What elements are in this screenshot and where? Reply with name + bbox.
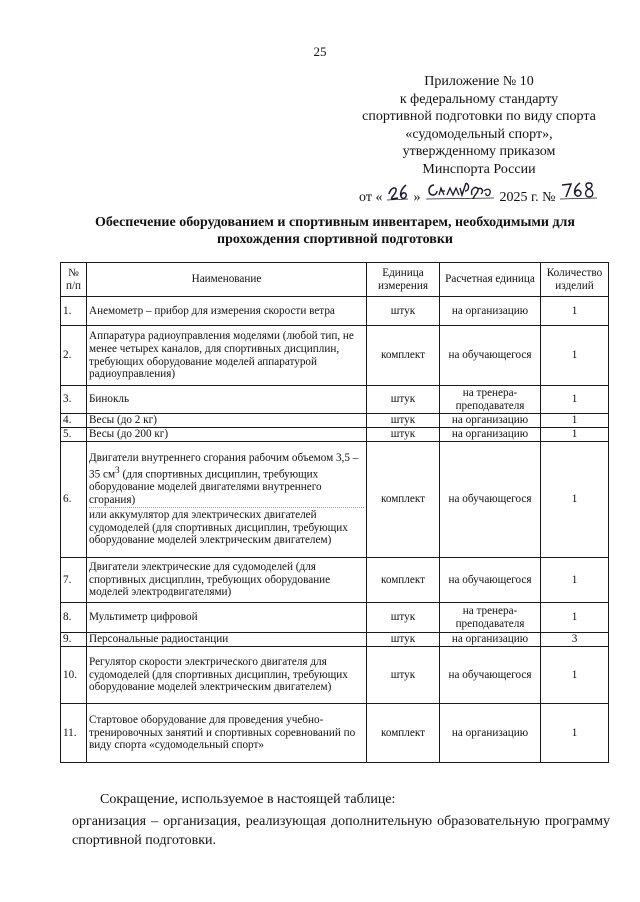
page-number: 25 [313,44,327,59]
row-name [87,442,367,558]
row-qty: 1 [541,414,609,428]
row-unit: штук [367,603,440,633]
table-row [61,326,609,386]
row-num: 10. [61,647,87,704]
row-calc: на обучающегося [440,326,541,386]
table-row [61,297,609,326]
row-unit: комплект [367,326,440,386]
approval-line: Приложение № 10 [424,74,534,89]
row-num: 6. [61,442,87,558]
row-unit: комплект [367,704,440,763]
row-unit: штук [367,414,440,428]
row-qty: 1 [541,297,609,326]
row-qty: 1 [541,442,609,558]
row-calc: на организацию [440,633,541,647]
header-num: № п/п [61,263,87,297]
row-name: Регулятор скорости электрического двигателя для судомоделей (для спортивных дисциплин, требующих оборудование моделей электрическим двигателем) [87,647,367,704]
row-name: Мультиметр цифровой [87,603,367,633]
row-unit: комплект [367,558,440,603]
row-calc: на тренера-преподавателя [440,603,541,633]
row-name-part [89,452,364,506]
row-num: 8. [61,603,87,633]
row-qty: 1 [541,603,609,633]
row-unit: штук [367,633,440,647]
row-num: 7. [61,558,87,603]
approval-line: спортивной подготовки по виду спорта [362,109,596,125]
row-qty: 1 [541,428,609,442]
row-calc: на организацию [440,704,541,763]
approval-line: Минспорта России [422,161,536,177]
row-calc: на организацию [440,297,541,326]
approval-line: утвержденному приказом [402,144,556,160]
row-name: Аппаратура радиоуправления моделями (любой тип, не менее четырех каналов, для спортивных дисциплин, требующих оборудование моделей аппаратурой радиоуправления) [87,326,367,386]
date-sep: » [413,189,421,205]
table-row [61,704,609,763]
table-row [61,647,609,704]
approval-date-line [349,179,609,207]
row-qty: 1 [541,647,609,704]
row-unit: штук [367,297,440,326]
date-prefix: от « [359,189,383,205]
row-calc: на тренера-преподавателя [440,386,541,414]
row-num: 11. [61,704,87,763]
footer-note [72,790,610,850]
row-name: Бинокль [87,386,367,414]
row-qty: 3 [541,633,609,647]
document-title: Обеспечение оборудованием и спортивным инвентарем, необходимыми для прохождения спортивной подготовки [95,215,575,247]
table-row [61,558,609,603]
approval-line: «судомодельный спорт», [405,126,553,142]
row-calc: на организацию [440,414,541,428]
row-calc: на обучающегося [440,442,541,558]
table-row [61,414,609,428]
table-header-row [61,263,609,297]
row-num: 4. [61,414,87,428]
abbreviation-heading: Сокращение, используемое в настоящей таблице: [100,792,396,807]
row-name: Стартовое оборудование для проведения учебно-тренировочных занятий и спортивных соревнований по виду спорта «судомодельный спорт» [87,704,367,763]
row-unit: штук [367,386,440,414]
handwritten-day [386,181,410,201]
row-calc: на организацию [440,428,541,442]
header-qty: Количество изделий [541,263,609,297]
header-name: Наименование [87,263,367,297]
approval-line: к федеральному стандарту [399,91,559,107]
table-row [61,442,609,558]
approval-block [349,73,609,206]
row-name-superscript: 3 [115,465,120,476]
row-unit: штук [367,647,440,704]
header-calc: Расчетная единица [440,263,541,297]
header-unit: Единица измерения [367,263,440,297]
row-name-text: Двигатели внутреннего сгорания рабочим объемом 3,5 – 35 см [89,452,359,481]
row-num: 1. [61,297,87,326]
row-name: Анемометр – прибор для измерения скорости ветра [87,297,367,326]
row-unit: комплект [367,442,440,558]
row-name: Двигатели электрические для судомоделей (для спортивных дисциплин, требующих оборудование моделей электродвигателями) [87,558,367,603]
row-num: 2. [61,326,87,386]
row-num: 9. [61,633,87,647]
table-row [61,603,609,633]
row-name: Весы (до 2 кг) [87,414,367,428]
abbreviation-definition: организация – организация, реализующая дополнительную образовательную программу спортивной подготовки. [72,814,610,848]
row-qty: 1 [541,558,609,603]
date-suffix: 2025 г. № [499,189,556,205]
table-row [61,386,609,414]
row-name-alternative: или аккумулятор для электрических двигателей судомоделей (для спортивных дисциплин, требующих оборудование моделей электрическим двигателем) [89,507,364,547]
equipment-table [60,262,609,763]
handwritten-month [424,179,496,201]
row-name-text: (для спортивных дисциплин, требующих оборудование моделей двигателями внутреннего сгорания) [89,468,322,506]
row-qty: 1 [541,386,609,414]
handwritten-number [559,179,599,201]
row-calc: на обучающегося [440,647,541,704]
table-row [61,633,609,647]
row-name: Персональные радиостанции [87,633,367,647]
table-row [61,428,609,442]
row-num: 3. [61,386,87,414]
row-name: Весы (до 200 кг) [87,428,367,442]
row-calc: на обучающегося [440,558,541,603]
row-qty: 1 [541,326,609,386]
row-qty: 1 [541,704,609,763]
row-num: 5. [61,428,87,442]
row-unit: штук [367,428,440,442]
